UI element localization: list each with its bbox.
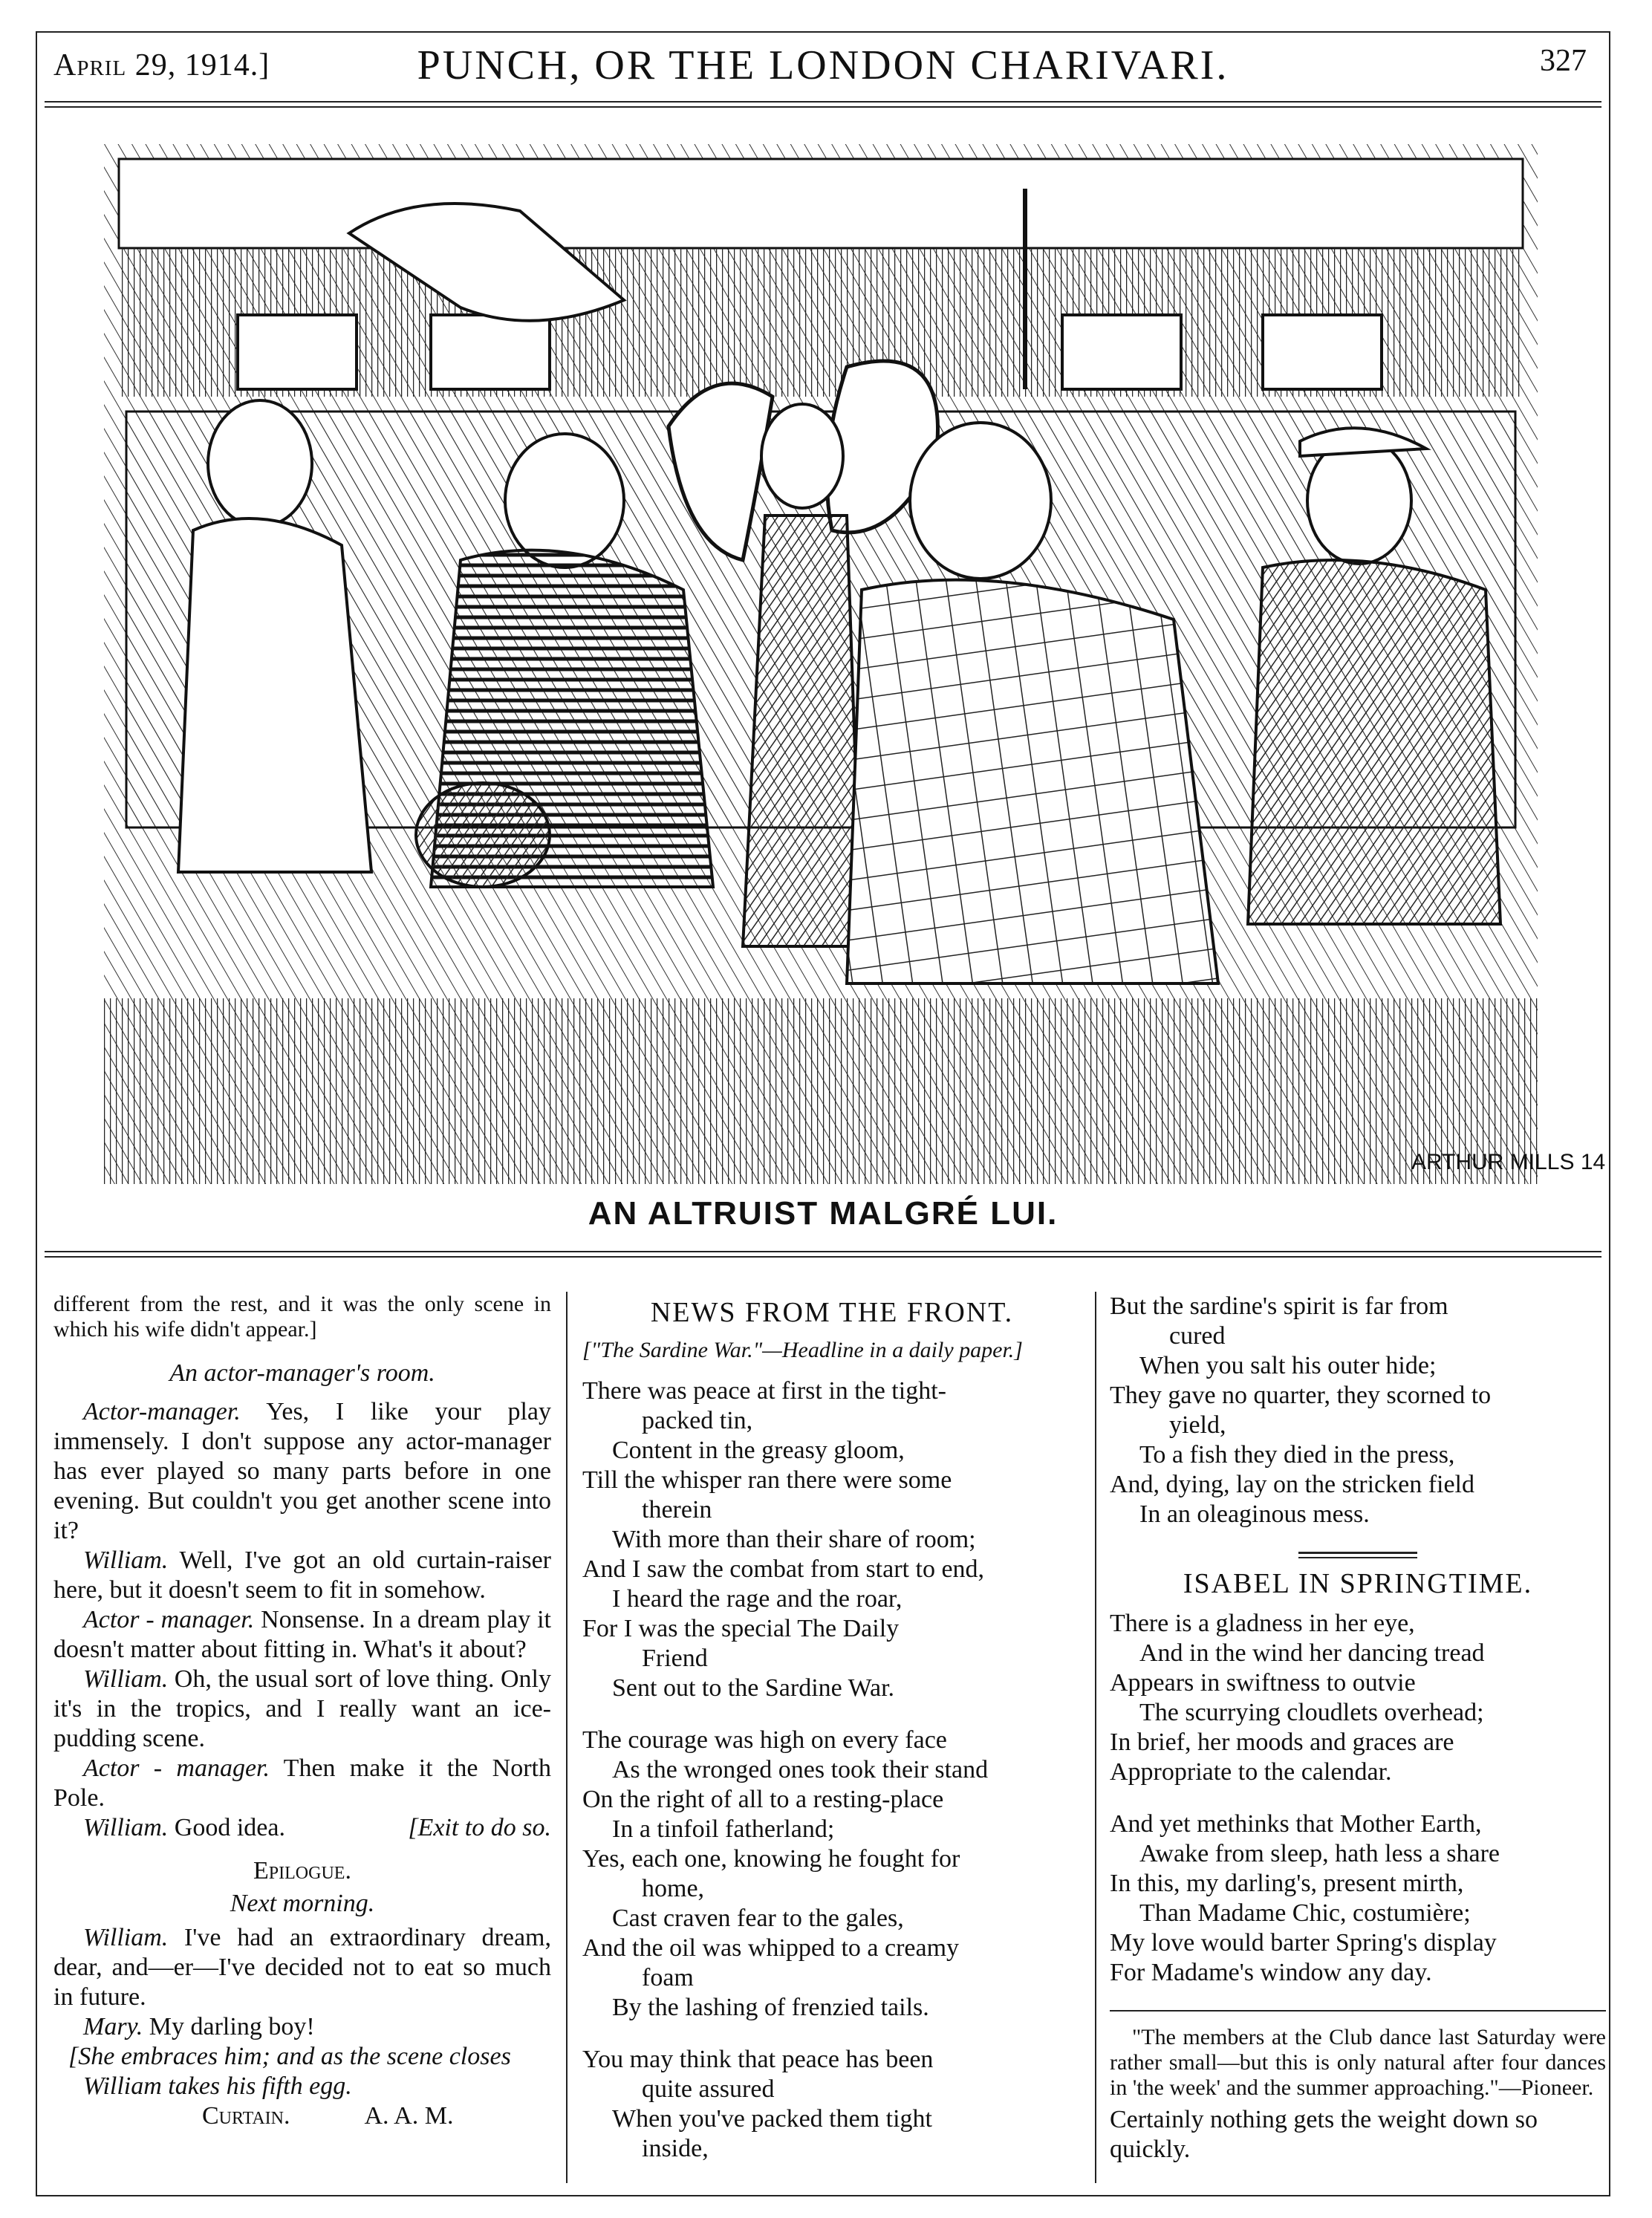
section-rule-2: [1110, 2010, 1606, 2012]
poem-line: In a tinfoil fatherland;: [612, 1815, 835, 1843]
poem-line: Awake from sleep, hath less a share: [1139, 1840, 1500, 1867]
poem-stanza: [582, 1376, 1082, 1703]
poem-line: When you've packed them tight: [612, 2105, 932, 2133]
dialogue-line: [53, 1923, 551, 2012]
poem-line: By the lashing of frenzied tails.: [612, 1994, 929, 2021]
dialogue-line: [53, 1397, 551, 1546]
scene-heading: An actor-manager's room.: [169, 1359, 435, 1387]
speaker-name: Actor - manager.: [83, 1754, 270, 1782]
poem-line: There was peace at first in the tight-: [582, 1377, 946, 1405]
page-header: [37, 33, 1609, 107]
header-rule: [45, 101, 1601, 108]
poem-line: therein: [642, 1496, 712, 1523]
column-divider: [1095, 1292, 1096, 2183]
dialogue-text: My darling boy!: [143, 2013, 315, 2040]
poem-line: In brief, her moods and graces are: [1110, 1728, 1454, 1756]
poem-line: My love would barter Spring's display: [1110, 1929, 1497, 1957]
dialogue-text: Yes, I like your play immensely. I don't suppose any actor-manager has ever played so many parts before in one evening. But couldn't you get another scene into it?: [53, 1398, 551, 1544]
speaker-name: William.: [83, 1814, 169, 1841]
speaker-name: Actor - manager.: [83, 1606, 255, 1633]
cartoon-caption: AN ALTRUIST MALGRÉ LUI.: [588, 1195, 1058, 1232]
poem-line: Sent out to the Sardine War.: [612, 1674, 895, 1702]
poem-line: And I saw the combat from start to end,: [582, 1555, 985, 1583]
section-rule: [1298, 1552, 1417, 1558]
speaker-name: William.: [83, 1547, 169, 1574]
poem-news-body: [582, 1376, 1082, 2164]
poem-stanza: [1110, 1609, 1606, 1787]
poem-line: You may think that peace has been: [582, 2046, 934, 2073]
masthead-title: PUNCH, OR THE LONDON CHARIVARI.: [417, 42, 1229, 88]
poem-line: Friend: [642, 1645, 708, 1672]
poem-stanza: [1110, 1809, 1606, 1988]
poem-line: In an oleaginous mess.: [1139, 1500, 1370, 1528]
poem-line: There is a gladness in her eye,: [1110, 1610, 1415, 1637]
poem-line: Appropriate to the calendar.: [1110, 1758, 1392, 1786]
poem-line: And, dying, lay on the stricken field: [1110, 1471, 1475, 1498]
poem-line: The courage was high on every face: [582, 1726, 947, 1754]
dialogue-text: I've had an extraordinary dream, dear, and—er—I've decided not to eat so much in future.: [53, 1924, 551, 2011]
poem-line: Cast craven fear to the gales,: [612, 1905, 904, 1932]
dialogue-text: Then make it the North Pole.: [53, 1754, 552, 1812]
poem-isabel-body: [1110, 1609, 1606, 1988]
poem-line: For Madame's window any day.: [1110, 1959, 1432, 1986]
dialogue-text: Oh, the usual sort of love thing. Only it's in the tropics, and I really want an ice-pudding scene.: [53, 1665, 551, 1752]
next-morning-heading: Next morning.: [230, 1890, 375, 1917]
poem-line: The scurrying cloudlets overhead;: [1139, 1699, 1484, 1726]
poem-line: To a fish they died in the press,: [1139, 1441, 1455, 1469]
dialogue-block: [53, 1397, 551, 1843]
page-frame: [36, 31, 1610, 2196]
dialogue-line: [53, 2012, 551, 2042]
poem-line: When you salt his outer hide;: [1139, 1352, 1437, 1379]
poem-line: With more than their share of room;: [612, 1526, 976, 1553]
poem-stanza: [582, 2045, 1082, 2164]
dialogue-line: [53, 1665, 551, 1754]
poem-line: Yes, each one, knowing he fought for: [582, 1845, 960, 1873]
poem-line: For I was the special The Daily: [582, 1615, 900, 1642]
poem-line: packed tin,: [642, 1407, 753, 1434]
press-quote: "The members at the Club dance last Saturday were rather small—but this is only natural after four dances in 'the week' and the summer approaching."—Pioneer.: [1110, 2025, 1606, 2100]
column-divider: [566, 1292, 568, 2183]
poem-line: cured: [1169, 1322, 1226, 1350]
poem-line: inside,: [642, 2135, 709, 2162]
intro-text: different from the rest, and it was the only scene in which his wife didn't appear.]: [53, 1292, 551, 1341]
poem-line: And in the wind her dancing tread: [1139, 1639, 1485, 1667]
poem-line: foam: [642, 1964, 694, 1991]
poem-line: Than Madame Chic, costumière;: [1139, 1899, 1471, 1927]
poem-news-continued: [1110, 1292, 1606, 1529]
poem-line: Content in the greasy gloom,: [612, 1437, 905, 1464]
poem-line: As the wronged ones took their stand: [612, 1756, 989, 1783]
poem-line: quite assured: [642, 2075, 775, 2103]
curtain-line: Curtain. A. A. M.: [202, 2102, 454, 2130]
speaker-name: Actor-manager.: [83, 1398, 241, 1425]
poem-line: yield,: [1169, 1411, 1226, 1439]
poem-epigraph: ["The Sardine War."—Headline in a daily paper.]: [582, 1338, 1023, 1362]
text-columns: [46, 1292, 1606, 2183]
poem-line: home,: [642, 1875, 705, 1902]
dialogue-block-2: [53, 1923, 551, 2042]
poem-line: Till the whisper ran there were some: [582, 1466, 952, 1494]
dialogue-line: [53, 1754, 551, 1813]
poem-line: And yet methinks that Mother Earth,: [1110, 1810, 1482, 1838]
column-1: [46, 1292, 559, 2183]
issue-date: April 29, 1914.]: [53, 48, 270, 82]
epilogue-heading: Epilogue.: [253, 1857, 351, 1884]
column-2: [570, 1292, 1090, 2183]
poem-line: But the sardine's spirit is far from: [1110, 1292, 1448, 1320]
poem-line: They gave no quarter, they scorned to: [1110, 1382, 1492, 1409]
speaker-name: William.: [83, 1665, 169, 1693]
dialogue-line: [53, 1605, 551, 1665]
poem-line: And the oil was whipped to a creamy: [582, 1934, 960, 1962]
dialogue-text: Good idea.: [168, 1814, 285, 1841]
speaker-name: William.: [83, 1924, 169, 1951]
dialogue-text: Nonsense. In a dream play it doesn't matter about fitting in. What's it about?: [53, 1606, 551, 1663]
speaker-name: Mary.: [83, 2013, 143, 2040]
poem-line: I heard the rage and the roar,: [612, 1585, 903, 1613]
poem-title-news: NEWS FROM THE FRONT.: [650, 1297, 1014, 1328]
press-comment: Certainly nothing gets the weight down so quickly.: [1110, 2106, 1538, 2163]
caption-rule: [45, 1251, 1601, 1258]
poem-line: Appears in swiftness to outvie: [1110, 1669, 1416, 1697]
dialogue-line: [53, 1546, 551, 1605]
poem-stanza: [582, 1726, 1082, 2023]
column-3: [1099, 1292, 1612, 2183]
page-number: 327: [1540, 44, 1587, 78]
stage-direction: [She embraces him; and as the scene closes William takes his fifth egg.: [68, 2043, 511, 2100]
poem-line: In this, my darling's, present mirth,: [1110, 1870, 1464, 1897]
poem-title-isabel: ISABEL IN SPRINGTIME.: [1183, 1568, 1533, 1599]
poem-line: On the right of all to a resting-place: [582, 1786, 944, 1813]
artist-signature: ARTHUR MILLS 14: [1411, 1150, 1606, 1174]
cartoon-illustration: [104, 144, 1606, 1184]
stage-direction: [Exit to do so.: [408, 1814, 551, 1841]
dialogue-line: [53, 1813, 551, 1843]
dialogue-text: Well, I've got an old curtain-raiser here, but it doesn't seem to fit in somehow.: [53, 1547, 551, 1604]
